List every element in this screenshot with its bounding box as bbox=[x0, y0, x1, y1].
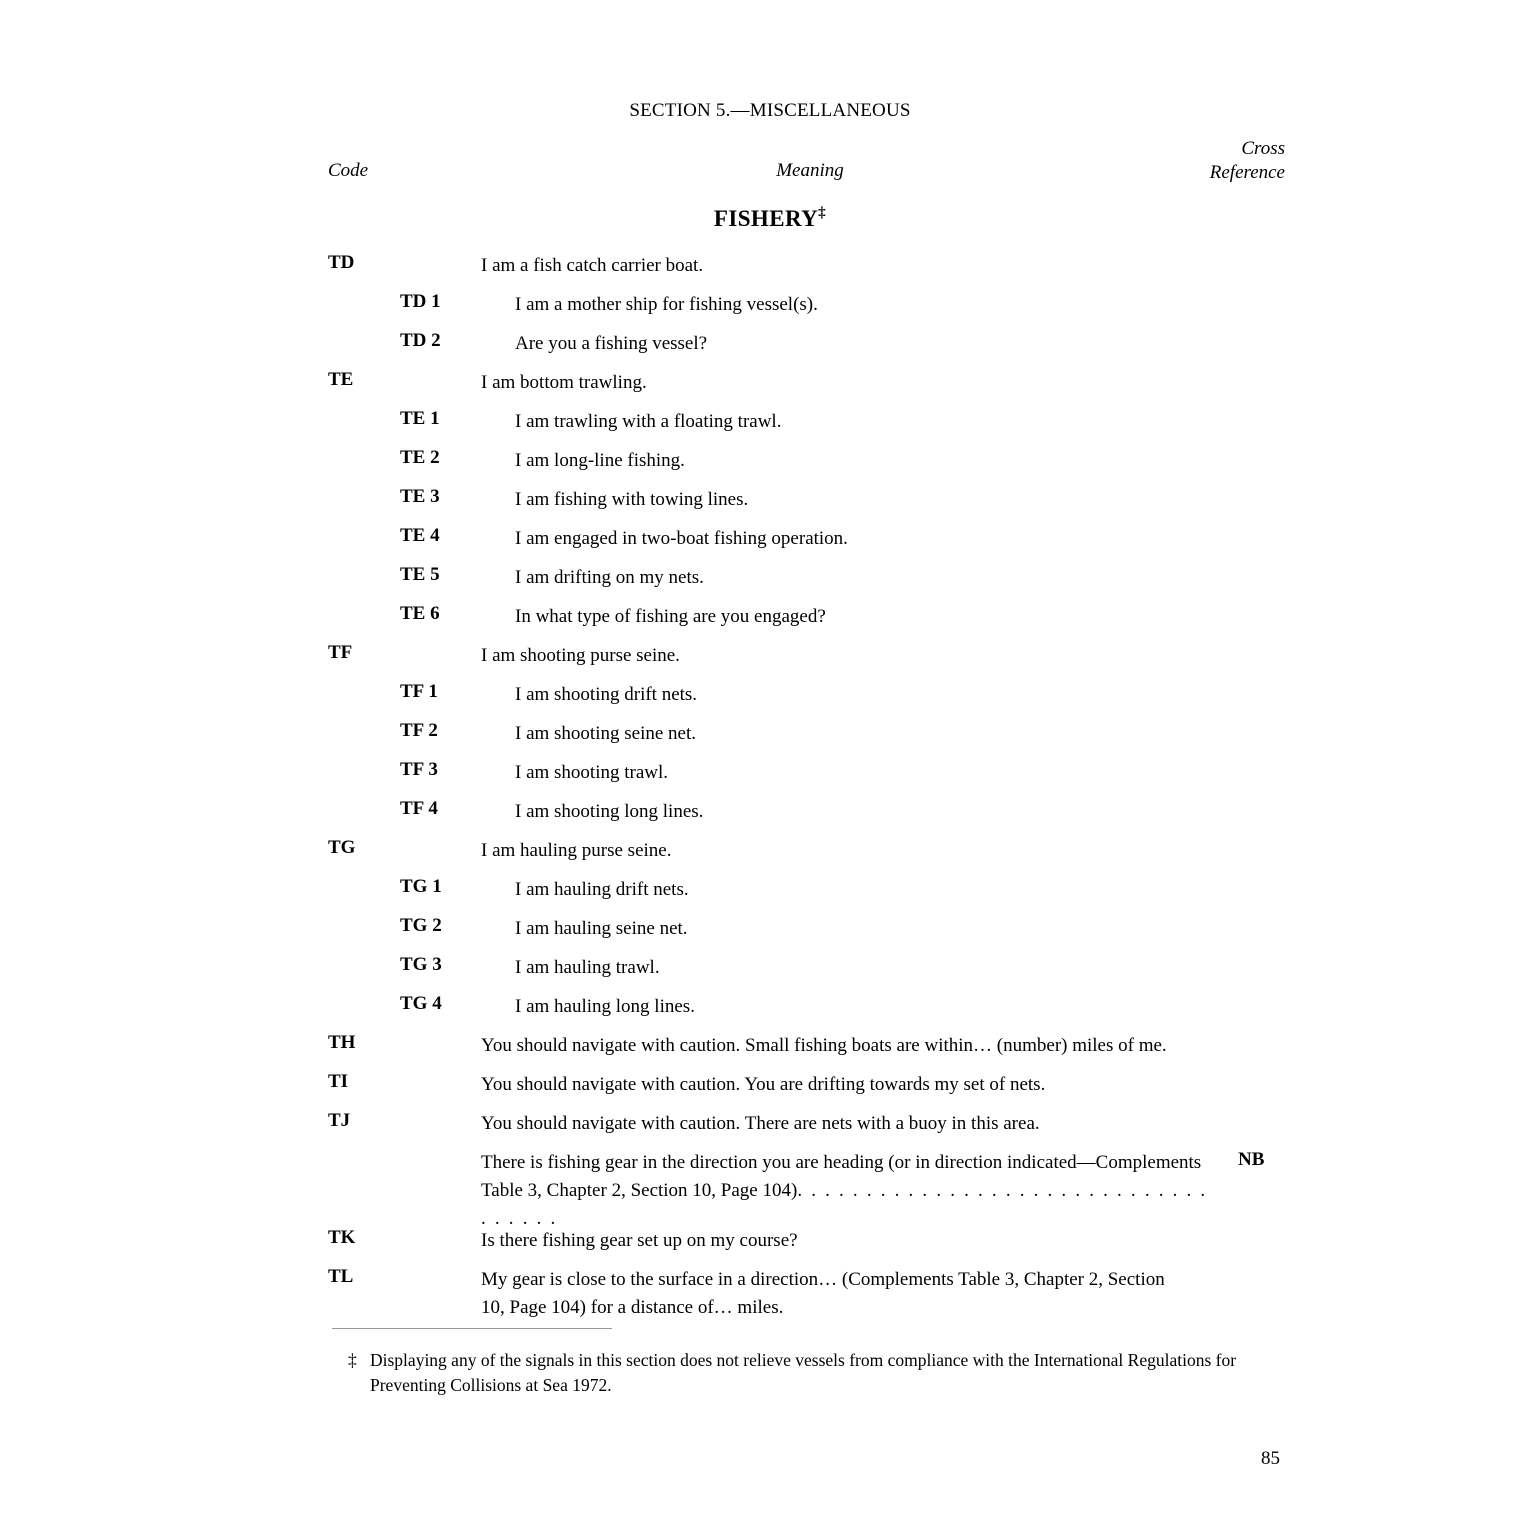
signal-code: TI bbox=[328, 1071, 349, 1092]
table-row bbox=[0, 369, 1540, 408]
signal-meaning: I am hauling seine net. bbox=[515, 918, 688, 939]
table-row bbox=[0, 1032, 1540, 1071]
signal-meaning: I am bottom trawling. bbox=[481, 372, 647, 393]
signal-meaning: I am engaged in two-boat fishing operation. bbox=[515, 528, 848, 549]
signal-code: TD 2 bbox=[400, 330, 441, 351]
table-row bbox=[0, 603, 1540, 642]
signal-meaning: I am hauling long lines. bbox=[515, 996, 695, 1017]
signal-code: TE 5 bbox=[400, 564, 440, 585]
signal-code: TF 3 bbox=[400, 759, 438, 780]
signal-code: TH bbox=[328, 1032, 356, 1053]
signal-meaning: I am hauling drift nets. bbox=[515, 879, 689, 900]
signal-meaning-leader-line bbox=[481, 1177, 1211, 1233]
signal-code: TD 1 bbox=[400, 291, 441, 312]
column-header-code: Code bbox=[328, 160, 369, 181]
table-row bbox=[0, 564, 1540, 603]
table-row bbox=[0, 642, 1540, 681]
signal-code: TF bbox=[328, 642, 353, 663]
signal-meaning-line: There is fishing gear in the direction you are heading (or in direction indicated—Complements bbox=[481, 1152, 1202, 1173]
footnote bbox=[348, 1348, 1268, 1398]
signal-meaning: In what type of fishing are you engaged? bbox=[515, 606, 826, 627]
signal-code: TG 1 bbox=[400, 876, 442, 897]
signal-code: TE bbox=[328, 369, 354, 390]
signal-meaning: I am a fish catch carrier boat. bbox=[481, 255, 704, 276]
signal-code: TG 4 bbox=[400, 993, 442, 1014]
signal-meaning: My gear is close to the surface in a direction… (Complements Table 3, Chapter 2, Section 10, Page 104) for a distance of… miles. bbox=[481, 1269, 1165, 1318]
table-row bbox=[0, 954, 1540, 993]
footnote-marker-icon: ‡ bbox=[348, 1350, 357, 1370]
signal-code: TJ bbox=[328, 1110, 351, 1131]
table-row bbox=[0, 1149, 1540, 1227]
signal-meaning: I am drifting on my nets. bbox=[515, 567, 704, 588]
signal-meaning: I am fishing with towing lines. bbox=[515, 489, 749, 510]
table-row bbox=[0, 1227, 1540, 1266]
signal-code: TF 2 bbox=[400, 720, 438, 741]
table-row bbox=[0, 993, 1540, 1032]
signal-meaning: I am trawling with a floating trawl. bbox=[515, 411, 782, 432]
table-row bbox=[0, 447, 1540, 486]
signal-meaning: I am shooting purse seine. bbox=[481, 645, 680, 666]
running-head: SECTION 5.—MISCELLANEOUS bbox=[629, 100, 911, 121]
table-row bbox=[0, 720, 1540, 759]
table-row bbox=[0, 1071, 1540, 1110]
dotted-leader: . . . . . . . . . . . . . . . . . . . . . . . . . . . . . . . . . . . . bbox=[481, 1180, 1208, 1229]
page-number: 85 bbox=[1261, 1448, 1280, 1469]
table-row bbox=[0, 798, 1540, 837]
signal-meaning: I am shooting seine net. bbox=[515, 723, 696, 744]
signal-meaning: I am shooting drift nets. bbox=[515, 684, 698, 705]
table-row bbox=[0, 486, 1540, 525]
signal-meaning: I am hauling trawl. bbox=[515, 957, 660, 978]
table-row bbox=[0, 759, 1540, 798]
signal-meaning: I am a mother ship for fishing vessel(s). bbox=[515, 294, 818, 315]
signal-code: TG bbox=[328, 837, 356, 858]
signal-meaning-line: Table 3, Chapter 2, Section 10, Page 104) bbox=[481, 1180, 798, 1201]
signal-meaning: You should navigate with caution. You are drifting towards my set of nets. bbox=[481, 1074, 1046, 1095]
signal-code: TK bbox=[328, 1227, 356, 1248]
column-header-cross-reference-line1: Cross bbox=[1241, 138, 1285, 159]
table-row bbox=[0, 330, 1540, 369]
signal-meaning bbox=[481, 1149, 1211, 1233]
signal-code: TE 1 bbox=[400, 408, 440, 429]
table-row bbox=[0, 681, 1540, 720]
signal-code: TE 3 bbox=[400, 486, 440, 507]
column-header-meaning: Meaning bbox=[776, 160, 844, 181]
table-row bbox=[0, 408, 1540, 447]
signal-code: TE 4 bbox=[400, 525, 440, 546]
table-row bbox=[0, 1266, 1540, 1333]
table-row bbox=[0, 252, 1540, 291]
column-header-cross-reference-line2: Reference bbox=[1209, 162, 1285, 183]
table-row bbox=[0, 915, 1540, 954]
signal-meaning: You should navigate with caution. There are nets with a buoy in this area. bbox=[481, 1113, 1040, 1134]
column-header-cross-reference bbox=[1120, 137, 1285, 185]
cross-reference-value: NB bbox=[1238, 1149, 1265, 1170]
signal-code: TF 1 bbox=[400, 681, 438, 702]
signal-meaning: I am long-line fishing. bbox=[515, 450, 685, 471]
section-title bbox=[0, 205, 1540, 232]
table-row bbox=[0, 876, 1540, 915]
signal-code: TG 2 bbox=[400, 915, 442, 936]
table-row bbox=[0, 837, 1540, 876]
signal-meaning: I am shooting long lines. bbox=[515, 801, 704, 822]
signal-code: TE 2 bbox=[400, 447, 440, 468]
signal-code: TL bbox=[328, 1266, 354, 1287]
signal-meaning: I am hauling purse seine. bbox=[481, 840, 672, 861]
section-title-text: FISHERY bbox=[713, 205, 819, 231]
table-row bbox=[0, 291, 1540, 330]
signal-code: TG 3 bbox=[400, 954, 442, 975]
footnote-separator-rule bbox=[332, 1328, 612, 1329]
double-dagger-icon: ‡ bbox=[818, 205, 827, 221]
footnote-text: Displaying any of the signals in this section does not relieve vessels from compliance with the International Regulations for Preventing Collisions at Sea 1972. bbox=[370, 1350, 1237, 1395]
table-row bbox=[0, 525, 1540, 564]
signal-code: TF 4 bbox=[400, 798, 438, 819]
signal-code-table bbox=[0, 252, 1540, 1333]
table-row bbox=[0, 1110, 1540, 1149]
signal-meaning: Are you a fishing vessel? bbox=[515, 333, 708, 354]
signal-meaning: You should navigate with caution. Small fishing boats are within… (number) miles of me. bbox=[481, 1035, 1167, 1056]
signal-code: TE 6 bbox=[400, 603, 440, 624]
signal-code: TD bbox=[328, 252, 355, 273]
signal-meaning: Is there fishing gear set up on my course? bbox=[481, 1230, 798, 1251]
signal-meaning: I am shooting trawl. bbox=[515, 762, 669, 783]
